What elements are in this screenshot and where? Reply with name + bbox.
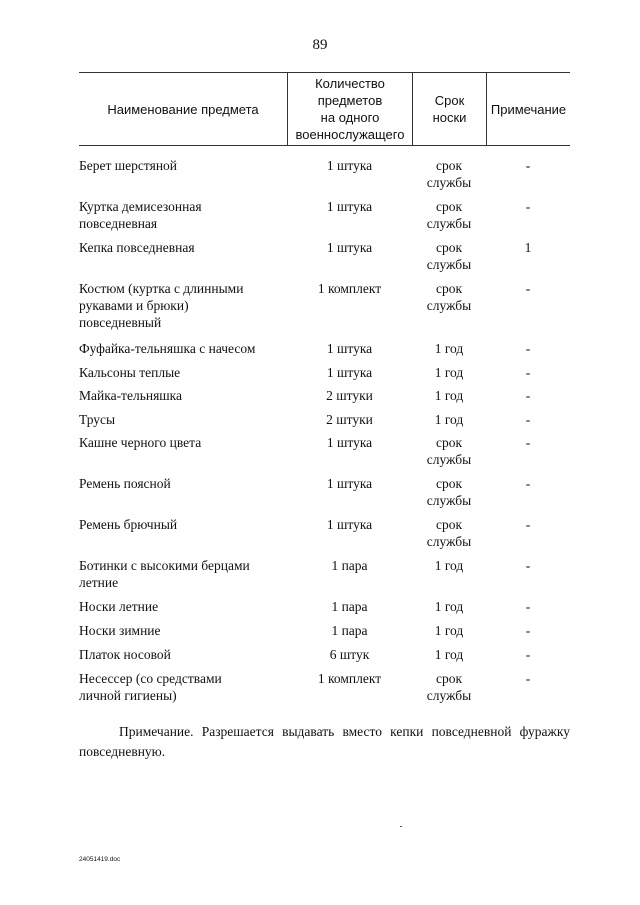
- item-quantity: 1 штука: [326, 517, 373, 532]
- item-name: Ботинки с высокими берцами летние: [79, 558, 250, 590]
- item-note: 1: [524, 240, 532, 255]
- item-name: Носки летние: [79, 599, 159, 614]
- item-term: 1 год: [434, 623, 464, 638]
- item-name: Платок носовой: [79, 647, 171, 662]
- item-name: Майка-тельняшка: [79, 388, 183, 403]
- item-name: Берет шерстяной: [79, 158, 178, 173]
- item-name: Носки зимние: [79, 623, 161, 638]
- item-note: -: [525, 365, 531, 380]
- item-quantity: 2 штуки: [326, 388, 373, 403]
- table-body: [79, 157, 570, 711]
- item-quantity: 1 пара: [331, 623, 368, 638]
- table-row: [79, 387, 570, 411]
- item-term: срок службы: [426, 281, 472, 313]
- table-row: [79, 340, 570, 364]
- item-name: Фуфайка-тельняшка с начесом: [79, 341, 256, 356]
- table-row: [79, 670, 570, 711]
- header-quantity: Количество предметов на одного военнослужащего: [287, 73, 412, 145]
- item-note: -: [525, 558, 531, 573]
- table-row: [79, 280, 570, 340]
- item-quantity: 1 комплект: [317, 671, 382, 686]
- table-header: [79, 72, 570, 146]
- item-quantity: 2 штуки: [326, 412, 373, 427]
- item-quantity: 1 штука: [326, 199, 373, 214]
- table-row: [79, 239, 570, 280]
- item-note: -: [525, 199, 531, 214]
- table-row: [79, 434, 570, 475]
- page-number: 89: [312, 37, 328, 53]
- table-row: [79, 646, 570, 670]
- item-term: 1 год: [434, 599, 464, 614]
- item-note: -: [525, 281, 531, 296]
- document-filename: 24051419.doc: [79, 856, 121, 863]
- item-quantity: 1 штука: [326, 435, 373, 450]
- item-term: 1 год: [434, 341, 464, 356]
- item-name: Ремень поясной: [79, 476, 171, 491]
- item-term: срок службы: [426, 517, 472, 549]
- item-quantity: 1 пара: [331, 599, 368, 614]
- item-note: -: [525, 388, 531, 403]
- table-row: [79, 475, 570, 516]
- item-note: -: [525, 671, 531, 686]
- item-name: Кальсоны теплые: [79, 365, 181, 380]
- table-row: [79, 411, 570, 434]
- item-note: -: [525, 476, 531, 491]
- item-note: -: [525, 647, 531, 662]
- header-item-name: Наименование предмета: [107, 101, 259, 117]
- item-quantity: 1 штука: [326, 341, 373, 356]
- table-row: [79, 198, 570, 239]
- item-quantity: 1 штука: [326, 240, 373, 255]
- item-name: Ремень брючный: [79, 517, 178, 532]
- item-term: 1 год: [434, 365, 464, 380]
- item-quantity: 1 штука: [326, 476, 373, 491]
- item-quantity: 1 штука: [326, 158, 373, 173]
- table-row: [79, 364, 570, 387]
- table-row: [79, 516, 570, 557]
- item-quantity: 1 комплект: [317, 281, 382, 296]
- header-note: Примечание: [486, 73, 570, 145]
- item-name: Трусы: [79, 412, 116, 427]
- table-row: [79, 598, 570, 622]
- table-row: [79, 622, 570, 646]
- item-note: -: [525, 623, 531, 638]
- item-term: срок службы: [426, 435, 472, 467]
- table-row: [79, 557, 570, 598]
- item-name: Несессер (со средствами личной гигиены): [79, 671, 222, 703]
- item-note: -: [525, 517, 531, 532]
- item-term: 1 год: [434, 558, 464, 573]
- item-note: -: [525, 158, 531, 173]
- item-term: срок службы: [426, 199, 472, 231]
- item-term: 1 год: [434, 647, 464, 662]
- item-note: -: [525, 435, 531, 450]
- item-term: 1 год: [434, 388, 464, 403]
- item-name: Куртка демисезонная повседневная: [79, 199, 202, 231]
- table-row: [79, 157, 570, 198]
- item-term: срок службы: [426, 240, 472, 272]
- item-term: срок службы: [426, 671, 472, 703]
- item-name: Кашне черного цвета: [79, 435, 202, 450]
- item-quantity: 6 штук: [329, 647, 370, 662]
- item-quantity: 1 пара: [331, 558, 368, 573]
- item-quantity: 1 штука: [326, 365, 373, 380]
- item-term: срок службы: [426, 158, 472, 190]
- footnote: Примечание. Разрешается выдавать вместо кепки повседневной фуражку повседневную.: [79, 724, 570, 759]
- header-wear-term: Срок носки: [412, 73, 486, 145]
- item-note: -: [525, 412, 531, 427]
- item-name: Костюм (куртка с длинными рукавами и брюки) повседневный: [79, 281, 244, 330]
- item-name: Кепка повседневная: [79, 240, 195, 255]
- item-term: 1 год: [434, 412, 464, 427]
- stray-dot: [400, 826, 402, 827]
- item-term: срок службы: [426, 476, 472, 508]
- item-note: -: [525, 599, 531, 614]
- item-note: -: [525, 341, 531, 356]
